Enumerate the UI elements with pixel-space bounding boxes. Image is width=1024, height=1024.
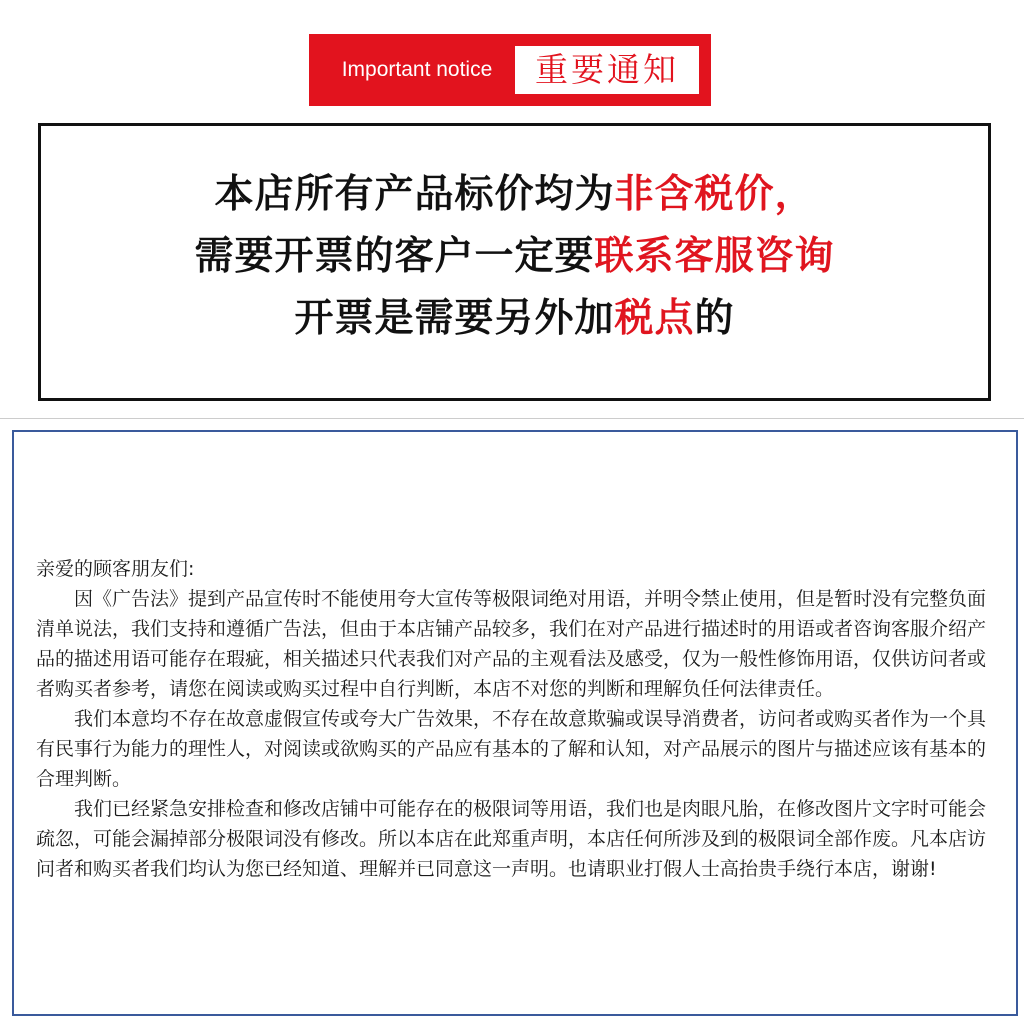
notice-line-3-end: 的 (694, 296, 735, 341)
disclaimer-paragraph-1: 因《广告法》提到产品宣传时不能使用夸大宣传等极限词绝对用语，并明令禁止使用，但是暂时没有完整负面清单说法，我们支持和遵循广告法，但由于本店铺产品较多，我们在对产品进行描述时的用语或者咨询客服介绍产品的描述用语可能存在瑕疵，相关描述只代表我们对产品的主观看法及感受，仅为一般性修饰用语，仅供访问者或者购买者参考，请您在阅读或购买过程中自行判断，本店不对您的判断和理解负任何法律责任。 (36, 588, 987, 700)
disclaimer-text (36, 554, 998, 884)
banner-chinese-label-box (515, 46, 699, 94)
notice-line-3-text: 开票是需要另外加 (294, 296, 615, 341)
banner-english-title: Important notice (341, 58, 493, 81)
disclaimer-box (12, 430, 1018, 1016)
notice-line-3 (41, 292, 988, 346)
disclaimer-paragraph-2: 我们本意均不存在故意虚假宣传或夸大广告效果，不存在故意欺骗或误导消费者，访问者或购买者作为一个具有民事行为能力的理性人，对阅读或欲购买的产品应有基本的了解和认知，对产品展示的图片与描述应该有基本的合理判断。 (36, 708, 987, 790)
banner-chinese-title: 重要通知 (535, 50, 679, 89)
notice-line-1 (41, 168, 988, 222)
notice-line-3-highlight: 税点 (614, 296, 695, 341)
disclaimer-greeting: 亲爱的顾客朋友们: (36, 558, 195, 580)
notice-line-2 (41, 230, 988, 284)
notice-line-1-highlight: 非含税价， (614, 172, 815, 217)
notice-line-2-highlight: 联系客服咨询 (594, 234, 835, 279)
section-divider (0, 418, 1024, 419)
notice-line-2-text: 需要开票的客户一定要 (194, 234, 595, 279)
tax-notice-box (38, 123, 991, 401)
important-notice-banner (309, 34, 711, 106)
disclaimer-paragraph-3: 我们已经紧急安排检查和修改店铺中可能存在的极限词等用语，我们也是肉眼凡胎，在修改图片文字时可能会疏忽，可能会漏掉部分极限词没有修改。所以本店在此郑重声明，本店任何所涉及到的极限词全部作废。凡本店访问者和购买者我们均认为您已经知道、理解并已同意这一声明。也请职业打假人士高抬贵手绕行本店，谢谢! (36, 798, 987, 880)
notice-line-1-text: 本店所有产品标价均为 (214, 172, 615, 217)
